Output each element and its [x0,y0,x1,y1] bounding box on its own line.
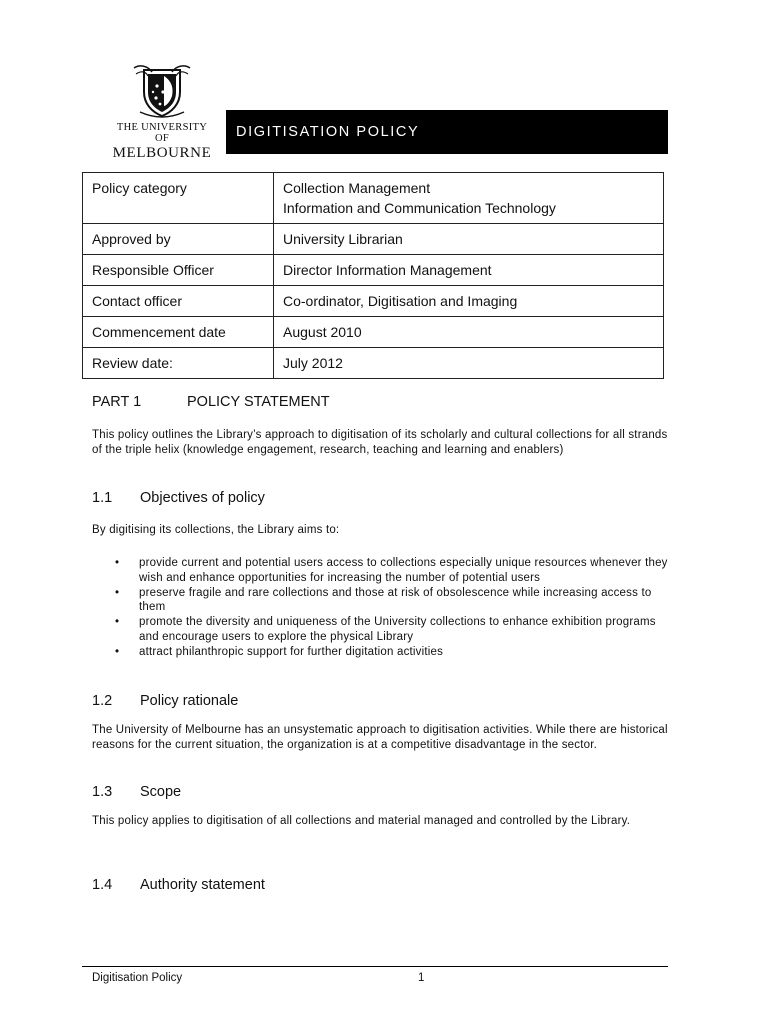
table-row [83,255,664,286]
row-value: July 2012 [274,348,664,379]
row-value: August 2010 [274,317,664,348]
title-banner [226,110,668,154]
row-label: Responsible Officer [83,255,274,286]
bullet-icon: • [115,586,120,599]
table-row [83,317,664,348]
section-paragraph: By digitising its collections, the Library aims to: [92,524,340,536]
row-value-line: Collection Management [283,180,431,196]
list-item-text: preserve fragile and rare collections and those at risk of obsolescence while increasing access to them [139,586,652,614]
row-value-line: Information and Communication Technology [283,200,556,216]
page-title: DIGITISATION POLICY [236,124,420,140]
row-label: Commencement date [83,317,274,348]
list-item-text: attract philanthropic support for further digitation activities [139,645,444,658]
footer-page-number: 1 [418,972,425,984]
bullet-icon: • [115,557,120,569]
section-title: Objectives of policy [140,490,265,506]
bullet-icon: • [115,645,120,658]
section-heading-1-4 [92,877,265,893]
university-logo [110,62,214,162]
footer-divider [82,966,668,967]
section-number: 1.4 [92,877,113,893]
section-title: Policy rationale [140,693,239,709]
list-item-text: provide current and potential users access to collections especially unique resources whenever they wish and enhance opportunities for increasing the number of potential users [139,557,668,584]
part-title: POLICY STATEMENT [187,394,330,410]
section-title: Scope [140,784,182,800]
logo-line-2: MELBOURNE [112,145,212,161]
bullet-icon: • [115,616,120,629]
section-number: 1.1 [92,490,113,506]
row-value: University Librarian [274,224,664,255]
row-label: Review date: [83,348,274,379]
list-item [92,586,677,616]
objectives-list [92,556,677,660]
part-heading [92,394,330,410]
section-paragraph: The University of Melbourne has an unsystematic approach to digitisation activities. While there are historical reasons for the current situation, the organization is at a competitive disadvantage in the sector. [92,724,668,751]
table-row [83,286,664,317]
logo-line-1: THE UNIVERSITY OF [116,122,208,144]
row-label: Policy category [83,173,274,224]
row-value: Director Information Management [274,255,664,286]
section-number: 1.3 [92,784,113,800]
section-paragraph: This policy applies to digitisation of all collections and material managed and controlled by the Library. [92,815,631,827]
university-crest-icon [130,62,194,120]
section-title: Authority statement [140,877,265,893]
row-value: Co-ordinator, Digitisation and Imaging [274,286,664,317]
row-value [274,173,664,224]
table-row [83,348,664,379]
table-row [83,173,664,224]
section-heading-1-3 [92,784,181,800]
list-item [92,645,677,660]
section-heading-1-1 [92,490,265,506]
intro-paragraph: This policy outlines the Library’s approach to digitisation of its scholarly and cultural collections for all strands of the triple helix (knowledge engagement, research, teaching and learning and enablers) [92,429,668,456]
section-number: 1.2 [92,693,113,709]
table-row [83,224,664,255]
part-number: PART 1 [92,394,142,410]
row-label: Contact officer [83,286,274,317]
list-item [92,556,677,586]
section-heading-1-2 [92,693,238,709]
list-item [92,615,677,645]
footer-doc-name: Digitisation Policy [92,972,183,984]
policy-info-table [82,172,664,379]
row-label: Approved by [83,224,274,255]
list-item-text: promote the diversity and uniqueness of the University collections to enhance exhibition programs and encourage users to explore the physical Library [139,616,656,643]
